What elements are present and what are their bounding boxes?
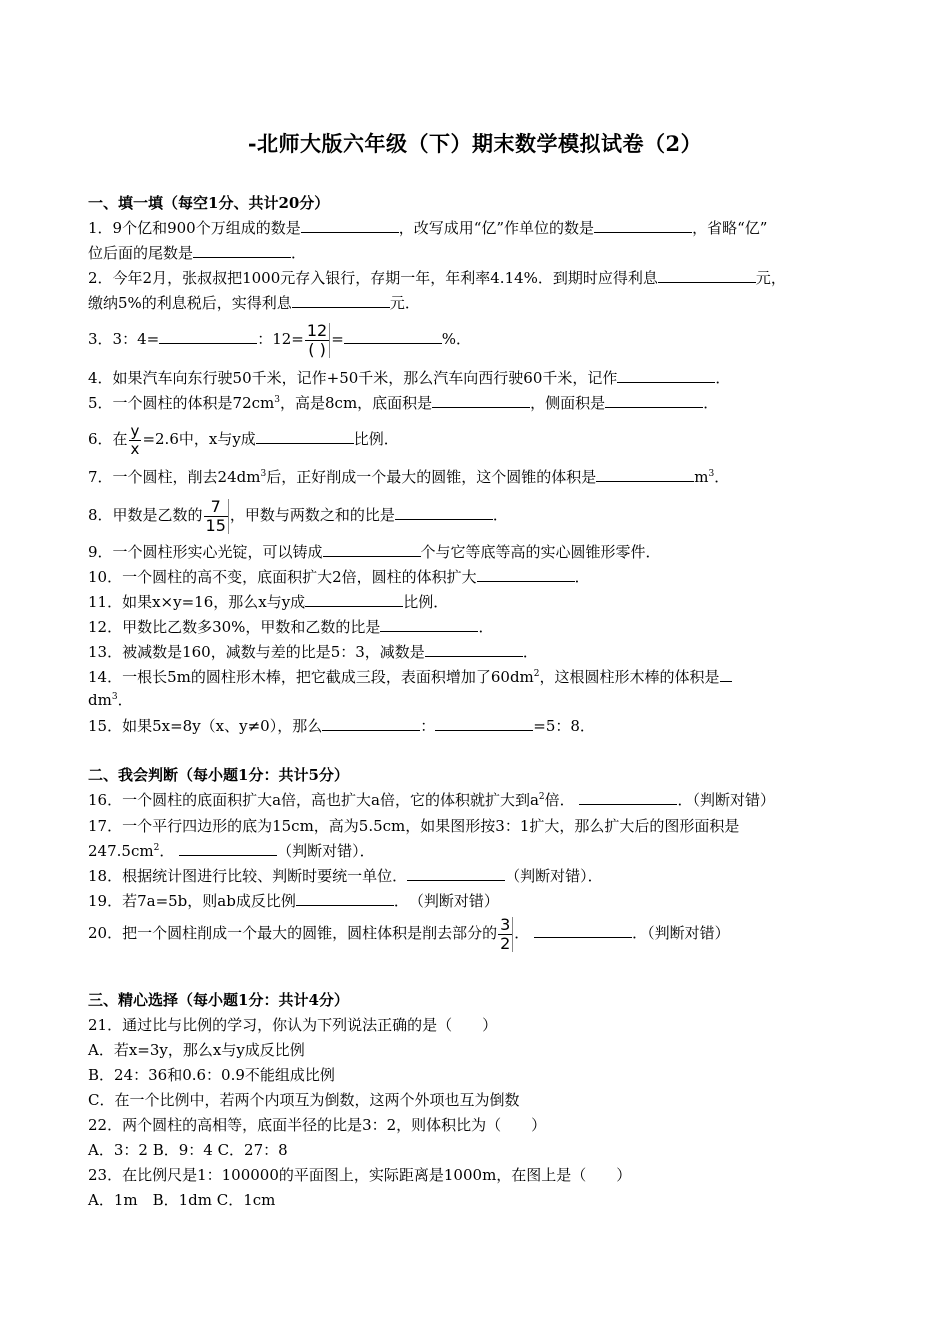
answer-blank <box>344 329 442 344</box>
q15: 15．如果5x=8y（x、y≠0），那么 ： =5：8． <box>88 717 595 735</box>
q19: 19．若7a=5b，则ab成反比例 ． （判断对错） <box>88 892 499 910</box>
q1-line1: 1．9个亿和900个万组成的数是 ，改写成用“亿”作单位的数是 ，省略“亿” <box>88 219 768 237</box>
fraction-3-over-2: $\frac{3}{2}$ <box>498 917 513 952</box>
answer-blank <box>407 866 505 881</box>
section3-heading: 三、精心选择（每小题1分：共计4分） <box>88 991 349 1009</box>
section1-heading: 一、填一填（每空1分、共计20分） <box>88 194 330 212</box>
q4: 4．如果汽车向东行驶50千米，记作+50千米，那么汽车向西行驶60千米，记作 ． <box>88 369 731 387</box>
q21-option-c: C．在一个比例中，若两个内项互为倒数，这两个外项也互为倒数 <box>88 1091 520 1109</box>
answer-blank <box>534 923 632 938</box>
q11: 11．如果x×y=16，那么x与y成 比例． <box>88 593 449 611</box>
answer-blank <box>594 218 692 233</box>
q21-option-a: A．若x=3y，那么x与y成反比例 <box>88 1041 305 1059</box>
q23: 23．在比例尺是1：100000的平面图上，实际距离是1000m，在图上是（ ） <box>88 1166 632 1184</box>
fraction-7-over-15: $\frac{7}{15}$ <box>204 499 229 534</box>
q6: 6．在 $\frac{y}{x}$ =2.6中，x与y成 比例． <box>88 421 399 458</box>
answer-blank <box>179 841 277 856</box>
q23-options: A．1m B．1dm C．1cm <box>88 1191 276 1209</box>
q13: 13．被减数是160，减数与差的比是5：3，减数是 ． <box>88 643 538 661</box>
q18: 18．根据统计图进行比较、判断时要统一单位． （判断对错）． <box>88 867 603 885</box>
answer-blank <box>425 642 523 657</box>
q20: 20．把一个圆柱削成一个最大的圆锥，圆柱体积是削去部分的 $\frac{3}{2}$ ． ．（判断对错） <box>88 914 730 953</box>
answer-blank <box>720 667 732 682</box>
answer-blank <box>380 617 478 632</box>
q21-option-b: B．24：36和0.6：0.9不能组成比例 <box>88 1066 335 1084</box>
answer-blank <box>579 790 677 805</box>
q17-line1: 17．一个平行四边形的底为15cm，高为5.5cm，如果图形按3：1扩大，那么扩大后的图形面积是 <box>88 817 740 835</box>
answer-blank <box>301 218 399 233</box>
answer-blank <box>292 293 390 308</box>
q12: 12．甲数比乙数多30%，甲数和乙数的比是 ． <box>88 618 494 636</box>
fraction-12-over-blank: $\frac{12}{( )}$ <box>305 323 330 358</box>
q17-line2: $247.5cm^2$． （判断对错）． <box>88 842 375 860</box>
q7: 7．一个圆柱，削去$24dm^3$后，正好削成一个最大的圆锥，这个圆锥的体积是 $m^3$． <box>88 468 730 486</box>
q2-line1: 2．今年2月，张叔叔把1000元存入银行，存期一年，年利率4.14%．到期时应得利息 元， <box>88 269 786 287</box>
answer-blank <box>435 716 533 731</box>
q8: 8．甲数是乙数的 $\frac{7}{15}$ ，甲数与两数之和的比是 ． <box>88 496 508 535</box>
section2-heading: 二、我会判断（每小题1分：共计5分） <box>88 766 349 784</box>
page-title: -北师大版六年级（下）期末数学模拟试卷（2） <box>247 131 703 156</box>
q14-line2: $dm^3$． <box>88 691 133 709</box>
answer-blank <box>658 268 756 283</box>
answer-blank <box>617 368 715 383</box>
q3: 3．3：4= ：12= $\frac{12}{( )}$ = %． <box>88 320 472 359</box>
answer-blank <box>159 329 257 344</box>
answer-blank <box>305 592 403 607</box>
q16: 16．一个圆柱的底面积扩大a倍，高也扩大a倍，它的体积就扩大到$a^2$倍． ．（判断对错） <box>88 791 775 809</box>
answer-blank <box>432 393 530 408</box>
answer-blank <box>322 716 420 731</box>
answer-blank <box>296 891 394 906</box>
q9: 9．一个圆柱形实心光锭，可以铸成 个与它等底等高的实心圆锥形零件． <box>88 543 661 561</box>
q21: 21．通过比与比例的学习，你认为下列说法正确的是（ ） <box>88 1016 498 1034</box>
q22-options: A．3：2 B．9：4 C．27：8 <box>88 1141 288 1159</box>
fraction-y-over-x: $\frac{y}{x}$ <box>130 421 140 458</box>
q22: 22．两个圆柱的高相等，底面半径的比是3：2，则体积比为（ ） <box>88 1116 547 1134</box>
q5: 5．一个圆柱的体积是$72cm^3$，高是8cm，底面积是 ，侧面积是 ． <box>88 394 719 412</box>
answer-blank <box>395 505 493 520</box>
q14-line1: 14．一根长5m的圆柱形木棒，把它截成三段，表面积增加了$60dm^2$，这根圆柱形木棒的体积是 <box>88 667 732 687</box>
answer-blank <box>605 393 703 408</box>
answer-blank <box>596 467 694 482</box>
answer-blank <box>323 542 421 557</box>
q1-line2: 位后面的尾数是 ． <box>88 244 307 262</box>
answer-blank <box>477 567 575 582</box>
answer-blank <box>193 243 291 258</box>
q2-line2: 缴纳5%的利息税后，实得利息 元． <box>88 294 420 312</box>
answer-blank <box>256 429 354 444</box>
q10: 10．一个圆柱的高不变，底面积扩大2倍，圆柱的体积扩大 ． <box>88 568 590 586</box>
